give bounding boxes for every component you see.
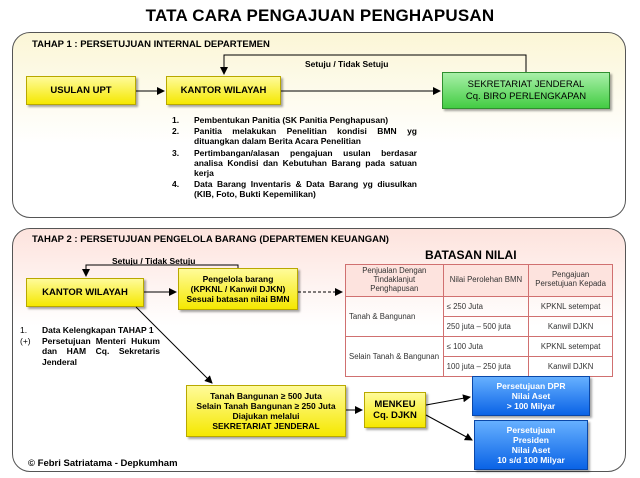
- table-cell: Kanwil DJKN: [529, 316, 613, 336]
- table-cell: KPKNL setempat: [529, 296, 613, 316]
- table-cell: Tanah & Bangunan: [346, 296, 444, 336]
- footer-copyright: © Febri Satriatama - Depkumham: [28, 458, 178, 469]
- presiden-line2: Presiden: [513, 434, 549, 445]
- kantor-wilayah-label-1: KANTOR WILAYAH: [180, 84, 267, 96]
- pengelola-line2: (KPKNL / Kanwil DJKN): [190, 283, 286, 294]
- page-title: TATA CARA PENGAJUAN PENGHAPUSAN: [145, 6, 495, 25]
- requirement-text: Persetujuan Menteri Hukum dan HAM Cq. Sekretaris Jenderal: [42, 336, 160, 367]
- menkeu-line1: MENKEU: [374, 398, 416, 410]
- arrow-menkeu-to-presiden: [426, 415, 472, 440]
- pengelola-line3: Sesuai batasan nilai BMN: [186, 294, 290, 305]
- stage2-feedback-label: Setuju / Tidak Setuju: [112, 256, 196, 266]
- arrow-kanwil-to-tanah: [136, 307, 212, 383]
- menkeu-line2: Cq. DJKN: [373, 410, 417, 421]
- table-cell: 100 juta – 250 juta: [443, 356, 529, 376]
- pengelola-line1: Pengelola barang: [202, 273, 274, 284]
- tanah-line4: SEKRETARIAT JENDERAL: [212, 421, 320, 432]
- table-header: Penjualan Dengan Tindaklanjut Penghapusan: [346, 265, 444, 297]
- requirement-num: 1.: [20, 325, 28, 335]
- table-cell: 250 juta – 500 juta: [443, 316, 529, 336]
- table-header: Pengajuan Persetujuan Kepada: [529, 265, 613, 297]
- step-num: 2.: [172, 126, 180, 137]
- usulan-upt-label: USULAN UPT: [50, 84, 112, 96]
- sekjen-line2: Cq. BIRO PERLENGKAPAN: [465, 90, 587, 102]
- table-cell: Kanwil DJKN: [529, 356, 613, 376]
- requirement-text: Data Kelengkapan TAHAP 1: [42, 325, 154, 335]
- step-text: Pertimbangan/alasan pengajuan usulan berdasar analisa Kondisi dan Kebutuhan Barang pada satuan kerja: [194, 147, 417, 178]
- stage1-feedback-label: Setuju / Tidak Setuju: [305, 59, 389, 69]
- tanah-line1: Tanah Bangunan ≥ 500 Juta: [210, 390, 322, 401]
- arrow-pengelola-feedback: [86, 265, 238, 276]
- kantor-wilayah-label-2: KANTOR WILAYAH: [42, 286, 128, 298]
- requirement-num: (+): [20, 336, 31, 347]
- dpr-line1: Persetujuan DPR: [496, 380, 566, 391]
- table-header: Nilai Perolehan BMN: [443, 265, 529, 297]
- presiden-line1: Persetujuan: [506, 424, 556, 435]
- batasan-nilai-title: BATASAN NILAI: [425, 248, 517, 262]
- step-text: Pembentukan Panitia (SK Panitia Penghapusan): [194, 115, 389, 125]
- step-text: Panitia melakukan Penelitian kondisi BMN yg dituangkan dalam Berita Acara Penelitian: [194, 126, 417, 147]
- table-cell: ≤ 100 Juta: [443, 336, 529, 356]
- table-cell: Selain Tanah & Bangunan: [346, 336, 444, 376]
- table-cell: KPKNL setempat: [529, 336, 613, 356]
- presiden-line3: Nilai Aset: [511, 445, 551, 455]
- arrow-sekjen-feedback: [224, 55, 526, 74]
- step-num: 1.: [172, 115, 180, 125]
- table-cell: ≤ 250 Juta: [443, 296, 529, 316]
- presiden-line4: 10 s/d 100 Milyar: [497, 455, 565, 466]
- step-num: 3.: [172, 147, 180, 158]
- step-num: 4.: [172, 179, 180, 190]
- arrow-menkeu-to-dpr: [426, 397, 470, 405]
- tanah-line2: Selain Tanah Bangunan ≥ 250 Juta: [196, 400, 336, 411]
- dpr-line2: Nilai Aset: [511, 390, 551, 401]
- step-text: Data Barang Inventaris & Data Barang yg diusulkan (KIB, Foto, Bukti Kepemilikan): [194, 179, 417, 200]
- stage2-heading: TAHAP 2 : PERSETUJUAN PENGELOLA BARANG (DEPARTEMEN KEUANGAN): [32, 234, 389, 245]
- sekjen-line1: SEKRETARIAT JENDERAL: [467, 79, 585, 91]
- tanah-line3: Diajukan melalui: [232, 411, 300, 421]
- dpr-line3: > 100 Milyar: [506, 401, 556, 412]
- stage1-heading: TAHAP 1 : PERSETUJUAN INTERNAL DEPARTEMEN: [32, 39, 270, 50]
